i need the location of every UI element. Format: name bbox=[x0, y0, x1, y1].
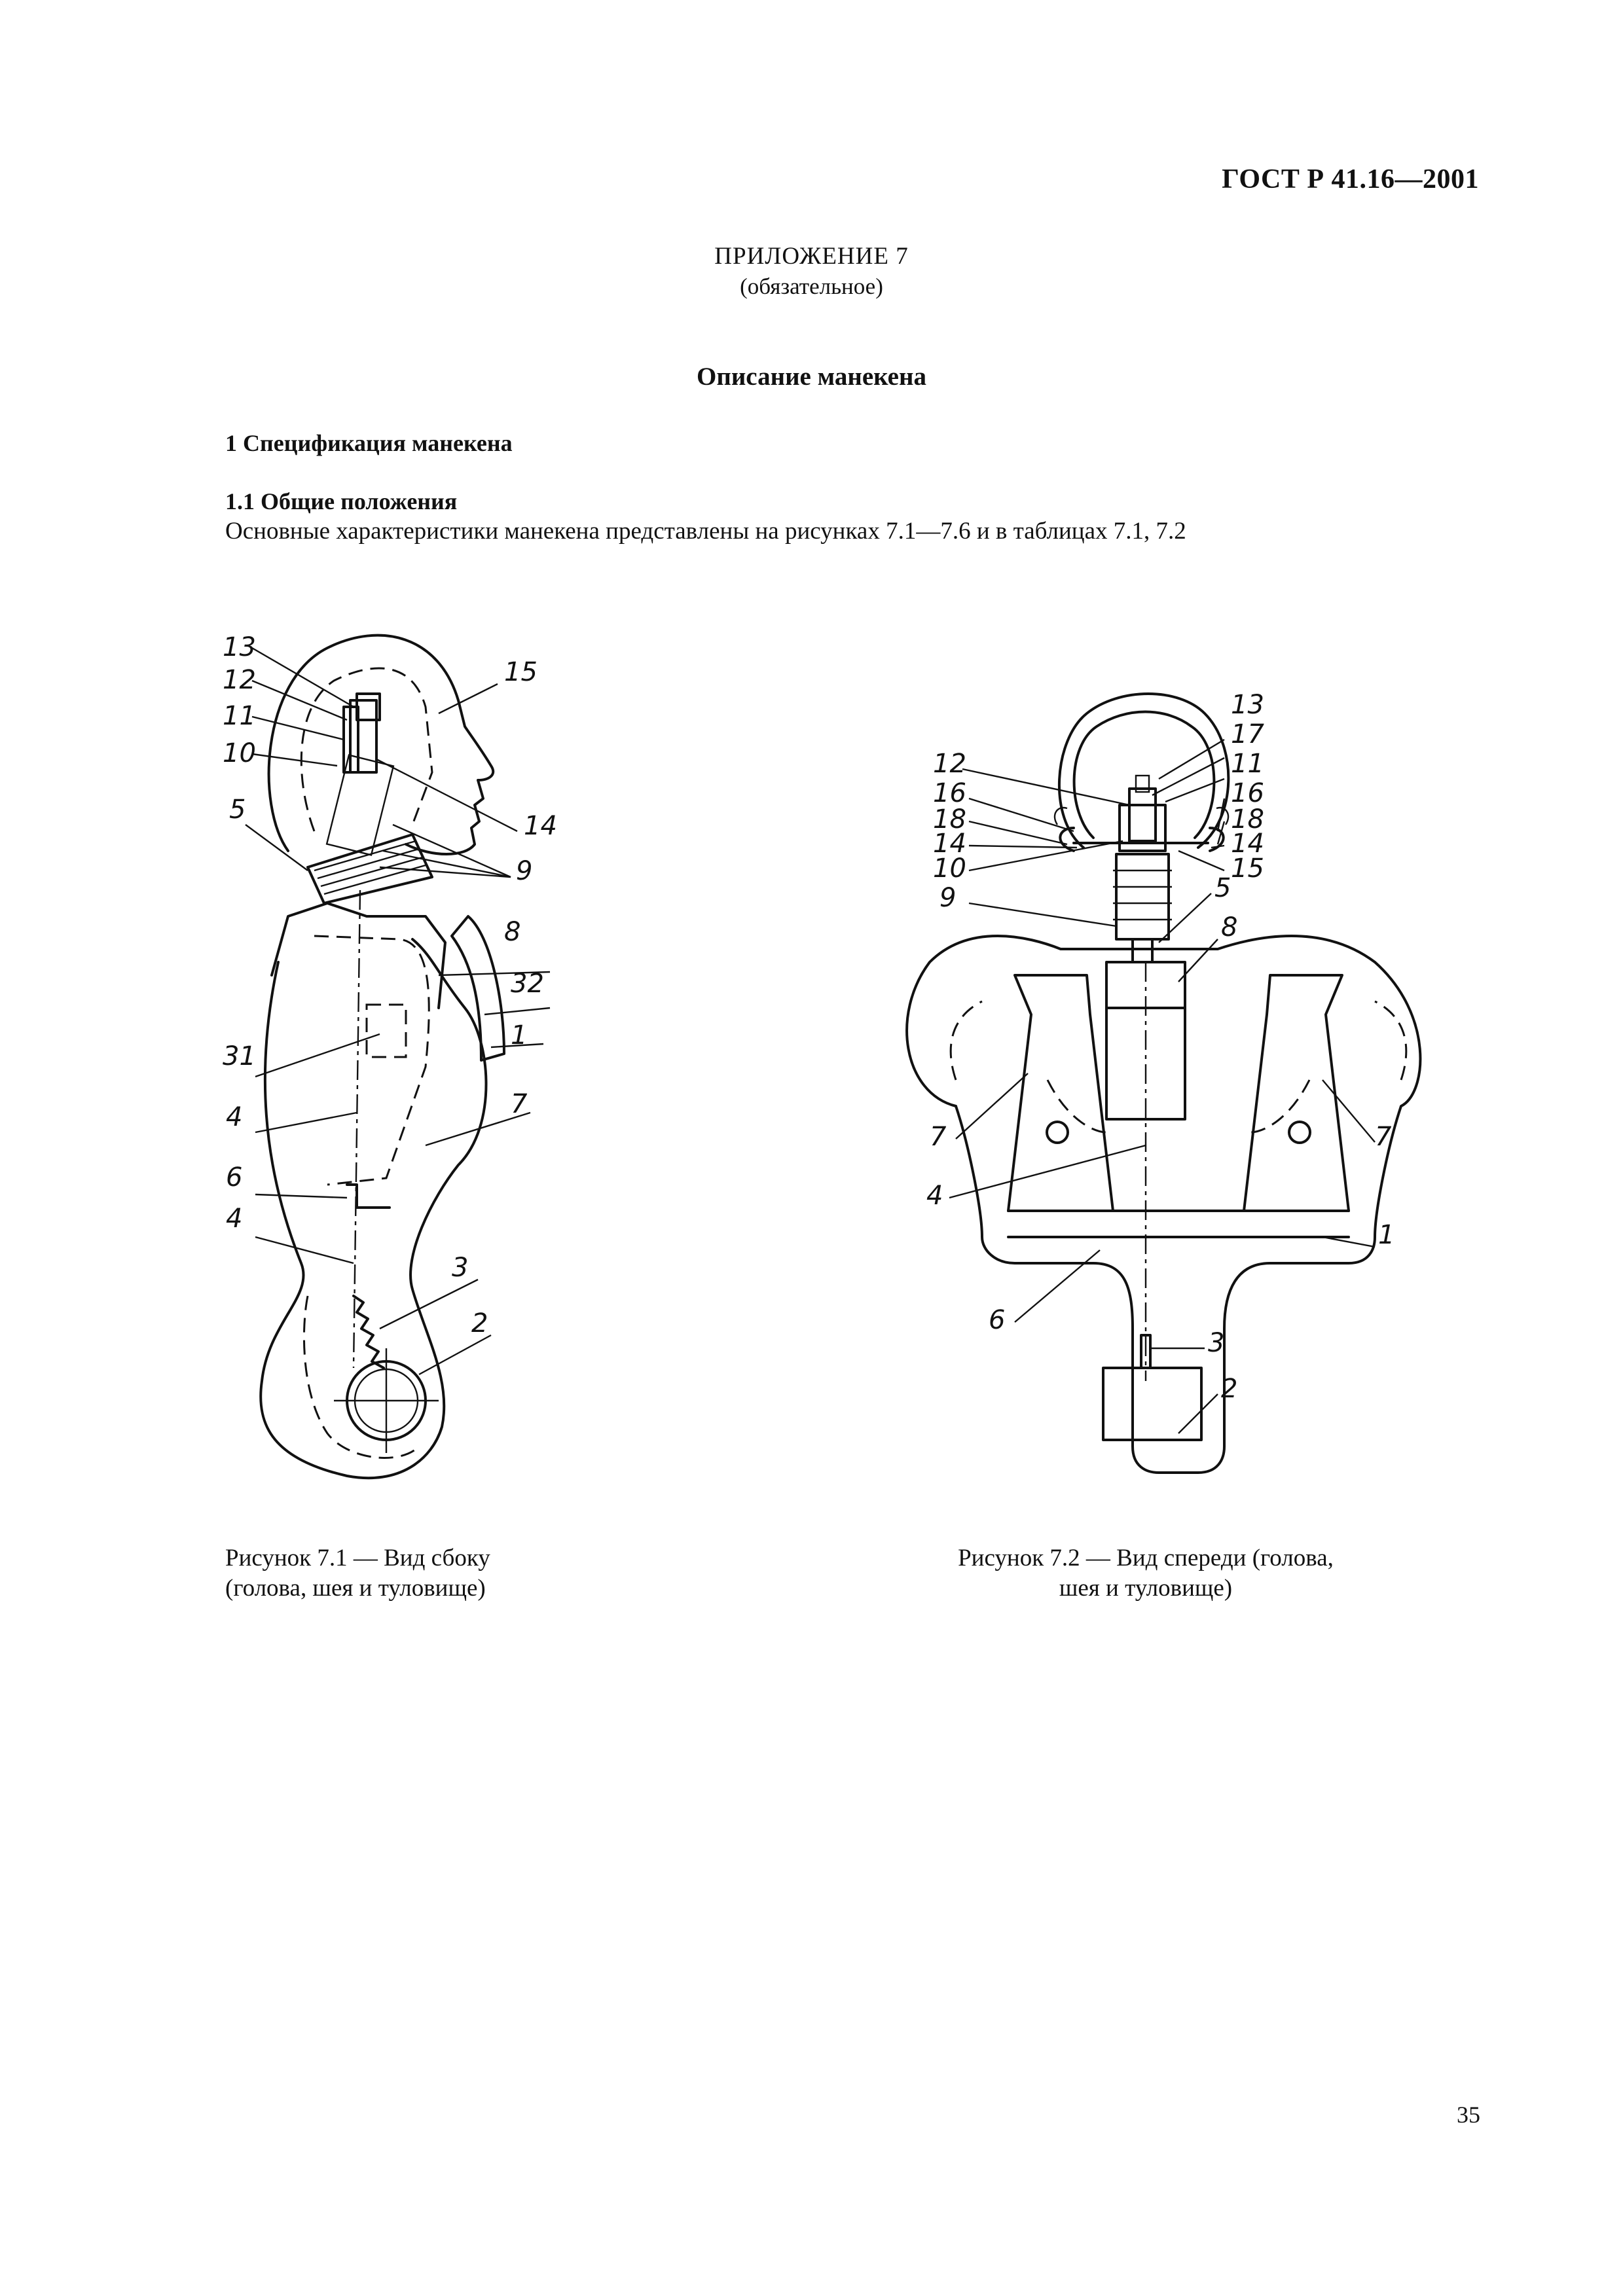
caption-line: шея и туловище) bbox=[1059, 1575, 1233, 1602]
caption-line: Рисунок 7.1 — Вид сбоку bbox=[225, 1545, 490, 1571]
label-4: 4 bbox=[926, 1181, 943, 1211]
label-14b: 14 bbox=[1231, 829, 1264, 859]
label-6: 6 bbox=[989, 1305, 1006, 1335]
label-9: 9 bbox=[939, 883, 957, 913]
label-11: 11 bbox=[223, 701, 256, 731]
label-11: 11 bbox=[1231, 749, 1264, 779]
label-17: 17 bbox=[1231, 719, 1264, 749]
side-torso-outline bbox=[261, 890, 504, 1478]
standard-number: ГОСТ Р 41.16—2001 bbox=[1222, 164, 1479, 194]
document-title: Описание манекена bbox=[697, 363, 926, 391]
label-4b: 4 bbox=[226, 1204, 243, 1234]
label-7: 7 bbox=[511, 1089, 528, 1119]
figure-front-view bbox=[917, 674, 1414, 1525]
side-head-outline bbox=[269, 636, 494, 854]
annex-title: ПРИЛОЖЕНИЕ 7 bbox=[714, 243, 909, 270]
label-18b: 18 bbox=[1231, 804, 1264, 834]
body-paragraph: Основные характеристики манекена представлены на рисунках 7.1—7.6 и в таблицах 7.1, 7.2 bbox=[225, 518, 1186, 545]
label-16b: 16 bbox=[1231, 778, 1264, 808]
label-1: 1 bbox=[511, 1020, 528, 1050]
side-leader-lines bbox=[246, 648, 550, 1374]
label-15: 15 bbox=[504, 657, 538, 687]
label-2: 2 bbox=[471, 1308, 488, 1338]
label-5: 5 bbox=[229, 795, 246, 825]
label-12: 12 bbox=[223, 665, 256, 695]
caption-line: (голова, шея и туловище) bbox=[225, 1575, 486, 1602]
side-neck-stack bbox=[308, 694, 432, 903]
label-3: 3 bbox=[1208, 1328, 1225, 1358]
label-13: 13 bbox=[1231, 690, 1264, 720]
label-5: 5 bbox=[1214, 873, 1231, 903]
section-heading: 1 Спецификация манекена bbox=[225, 430, 513, 456]
label-10: 10 bbox=[223, 738, 256, 768]
label-10: 10 bbox=[933, 853, 966, 884]
label-8: 8 bbox=[1221, 912, 1238, 942]
label-14: 14 bbox=[933, 829, 966, 859]
annex-status: (обязательное) bbox=[740, 274, 883, 299]
label-32: 32 bbox=[511, 969, 544, 999]
page-number: 35 bbox=[1457, 2102, 1480, 2128]
label-16: 16 bbox=[933, 778, 966, 808]
front-head bbox=[1055, 694, 1228, 851]
label-6: 6 bbox=[226, 1162, 243, 1193]
label-4: 4 bbox=[226, 1102, 243, 1132]
label-31: 31 bbox=[223, 1041, 256, 1071]
label-7b: 7 bbox=[1375, 1122, 1392, 1152]
label-18: 18 bbox=[933, 804, 966, 834]
front-part-labels bbox=[926, 690, 1395, 1404]
figure-7-2-caption bbox=[923, 1543, 1368, 1604]
label-8: 8 bbox=[504, 917, 521, 947]
label-12: 12 bbox=[933, 749, 966, 779]
front-neck bbox=[1113, 854, 1172, 962]
subsection-heading: 1.1 Общие положения bbox=[225, 488, 458, 514]
label-3: 3 bbox=[452, 1253, 469, 1283]
figure-side-view bbox=[216, 609, 583, 1525]
label-2: 2 bbox=[1221, 1374, 1238, 1404]
label-1: 1 bbox=[1378, 1220, 1395, 1250]
label-9: 9 bbox=[516, 856, 533, 886]
label-7: 7 bbox=[930, 1122, 947, 1152]
front-torso bbox=[907, 936, 1420, 1473]
label-14: 14 bbox=[524, 811, 557, 841]
label-15: 15 bbox=[1231, 853, 1264, 884]
caption-line: Рисунок 7.2 — Вид спереди (голова, bbox=[958, 1545, 1334, 1571]
label-13: 13 bbox=[223, 632, 256, 662]
figure-7-1-caption bbox=[225, 1543, 566, 1604]
